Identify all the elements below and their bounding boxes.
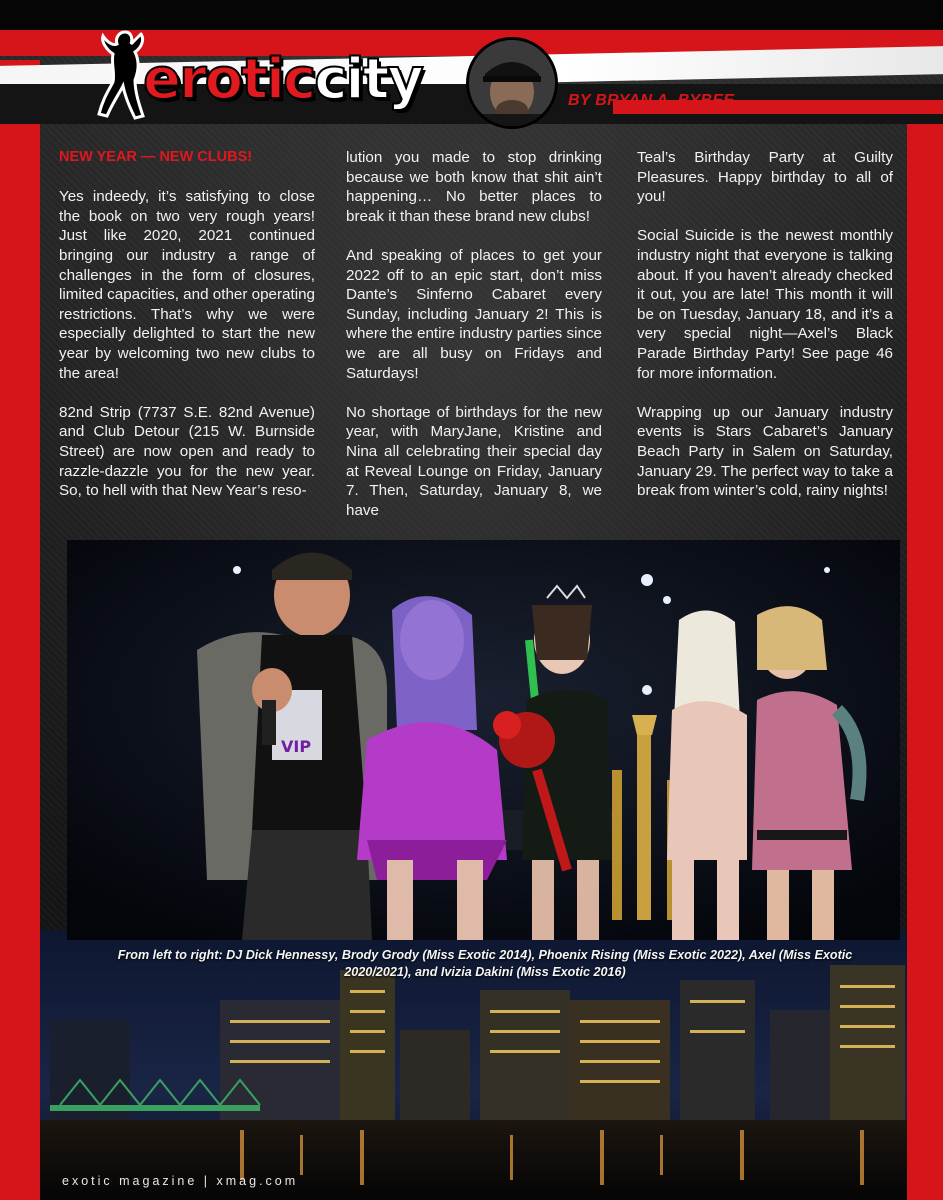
article-column-1 xyxy=(59,148,315,520)
page-footer xyxy=(0,1168,943,1200)
page-number: 18 xyxy=(12,1173,28,1189)
logo-city-text: city xyxy=(314,47,422,112)
erotic-city-logo xyxy=(95,24,455,124)
paragraph: lution you made to stop drinking because we both know that shit ain’t happening… No better places to break it than these brand new clubs! xyxy=(346,149,602,225)
article-headline: NEW YEAR — NEW CLUBS! xyxy=(59,149,253,165)
author-byline: BY BRYAN A. BYBEE xyxy=(568,92,735,109)
article-body xyxy=(59,148,907,528)
paragraph: 82nd Strip (7737 S.E. 82nd Avenue) and Club Detour (215 W. Burnside Street) are now open and ready to razzle-dazzle you for the new year. So, to hell with that New Year’s reso- xyxy=(59,403,315,500)
paragraph: Wrapping up our January industry events is Stars Cabaret’s January Beach Party in Salem on Saturday, January 29. The perfect way to take a break from winter’s cold, rainy nights! xyxy=(637,403,893,500)
logo-erotic-text: erotic xyxy=(143,47,315,112)
logo-wordmark xyxy=(143,47,422,112)
footer-publication: exotic magazine | xmag.com xyxy=(62,1174,299,1188)
paragraph: Yes indeedy, it’s satisfying to close the book on two very rough years! Just like 2020, 2021 continued bringing our industry a range of challenges in the form of closures, limited capacities, and other operating restrictions. That’s why we were especially delighted to start the new year by welcoming two new clubs to the area! xyxy=(59,188,315,382)
article-column-3 xyxy=(637,148,893,520)
author-photo xyxy=(469,40,555,126)
event-photo xyxy=(67,540,900,940)
left-red-border xyxy=(0,60,40,1200)
paragraph: Social Suicide is the newest monthly industry night that everyone is talking about. If you haven’t already checked it out, you are late! This month it will be on Tuesday, January 18, and it’s a very special night—Axel’s Black Parade Birthday Party! See page 46 for more information. xyxy=(637,227,893,382)
paragraph: Teal’s Birthday Party at Guilty Pleasures. Happy birthday to all of you! xyxy=(637,149,893,206)
article-column-2 xyxy=(346,148,602,540)
right-red-border xyxy=(907,120,943,1200)
paragraph: No shortage of birthdays for the new year, with MaryJane, Kristine and Nina all celebrating their special day at Reveal Lounge on Friday, January 7. Then, Saturday, January 8, we have xyxy=(346,403,602,519)
author-avatar xyxy=(466,37,558,129)
photo-caption: From left to right: DJ Dick Hennessy, Brody Grody (Miss Exotic 2014), Phoenix Rising (Miss Exotic 2022), Axel (Miss Exotic 2020/2021), and Ivizia Dakini (Miss Exotic 2016) xyxy=(117,948,853,979)
group-photo-illustration xyxy=(67,540,900,940)
paragraph: And speaking of places to get your 2022 off to an epic start, don’t miss Dante’s Sinferno Cabaret every Sunday, including January 2! This is where the entire industry parties since we are all busy on Fridays and Saturdays! xyxy=(346,246,602,382)
vip-pass-text: VIP xyxy=(281,737,312,756)
